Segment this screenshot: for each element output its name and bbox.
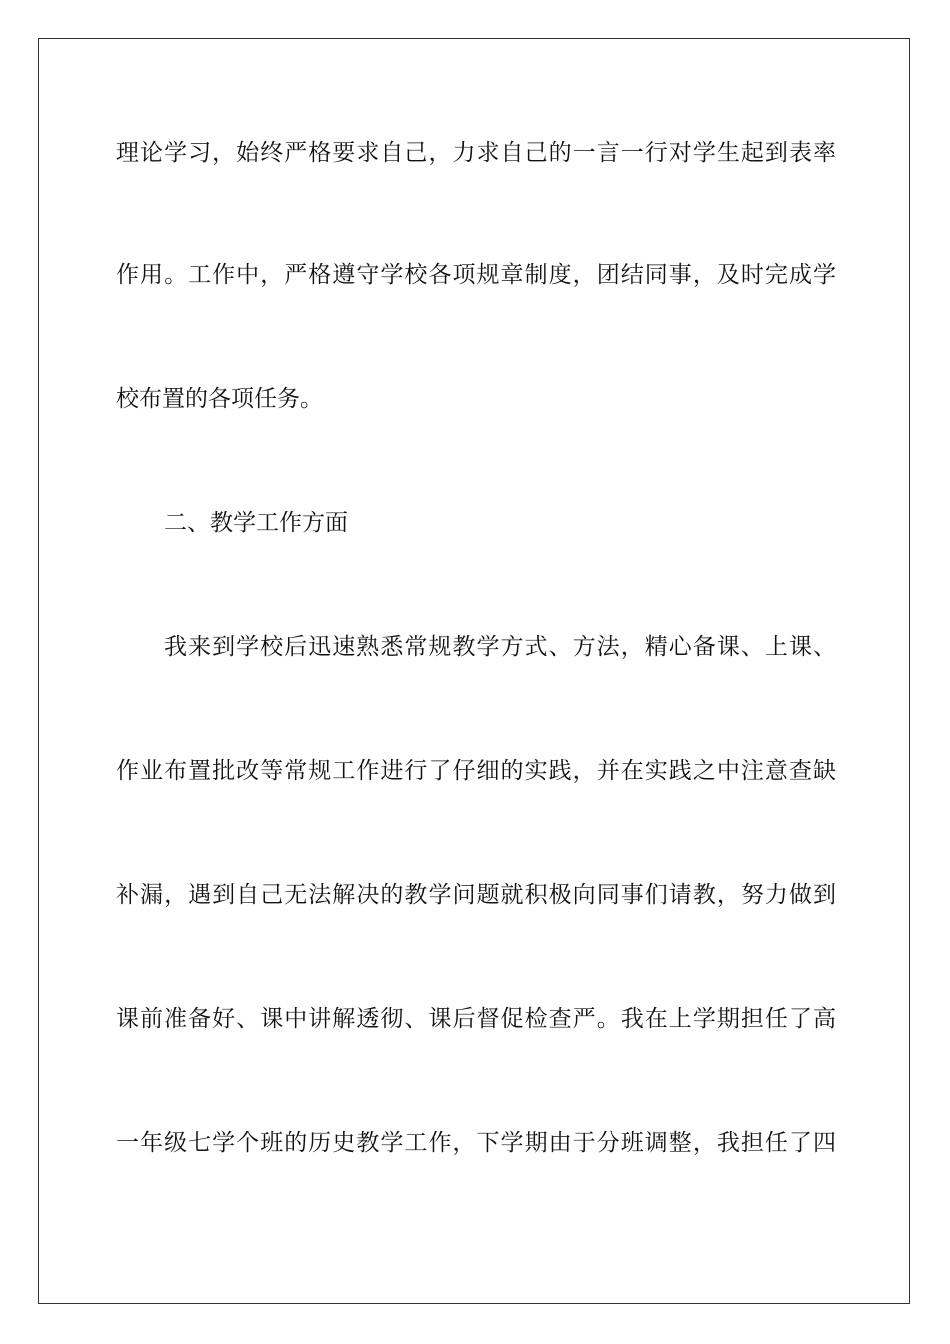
paragraph-2-line-3: 补漏，遇到自己无法解决的教学问题就积极向同事们请教，努力做到 — [116, 882, 836, 908]
paragraph-1-line-2: 作用。工作中，严格遵守学校各项规章制度，团结同事，及时完成学 — [116, 262, 836, 288]
paragraph-1-line-3: 校布置的各项任务。 — [116, 386, 323, 412]
section-heading: 二、教学工作方面 — [164, 510, 348, 536]
page-border — [38, 38, 910, 1304]
paragraph-2-line-5: 一年级七学个班的历史教学工作，下学期由于分班调整，我担任了四 — [116, 1130, 836, 1156]
paragraph-1-line-1: 理论学习，始终严格要求自己，力求自己的一言一行对学生起到表率 — [116, 140, 836, 166]
paragraph-2-line-1: 我来到学校后迅速熟悉常规教学方式、方法，精心备课、上课、 — [164, 634, 836, 660]
paragraph-2-line-4: 课前准备好、课中讲解透彻、课后督促检查严。我在上学期担任了高 — [116, 1006, 836, 1032]
paragraph-2-line-2: 作业布置批改等常规工作进行了仔细的实践，并在实践之中注意查缺 — [116, 758, 836, 784]
